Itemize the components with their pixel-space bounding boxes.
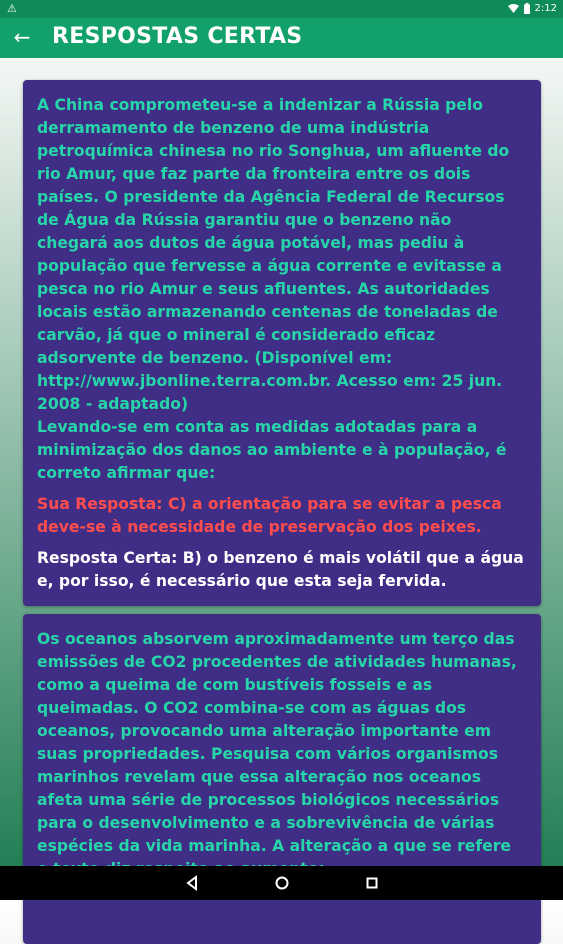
question-text: Os oceanos absorvem aproximadamente um terço das emissões de CO2 procedentes de atividades humanas, como a queima de com bustíveis fosseis e as queimadas. O CO2 combina-se com as águas dos oceanos, provocando uma alteração importante em suas propriedades. Pesquisa com vários organismos marinhos revelam que essa alteração nos oceanos afeta uma série de processos biológicos necessários para o desenvolvimento e a sobrevivência de várias espécies da vida marinha. A alteração a que se refere — [37, 630, 517, 855]
navigation-bar — [0, 866, 563, 900]
home-circle-icon[interactable] — [271, 872, 293, 894]
answer-card — [23, 80, 541, 606]
app-bar — [0, 18, 563, 58]
your-answer-text: Sua Resposta: C) a orientação para se evitar a pesca deve-se à necessidade de preservação dos peixes. — [37, 495, 502, 536]
arrow-left-icon[interactable]: ← — [13, 25, 31, 49]
recents-square-icon[interactable] — [361, 872, 383, 894]
page-title: RESPOSTAS CERTAS — [52, 24, 303, 49]
answers-list[interactable] — [0, 58, 563, 866]
wifi-icon — [508, 4, 519, 14]
back-triangle-icon[interactable] — [181, 872, 203, 894]
battery-icon — [524, 3, 530, 14]
warning-icon: ⚠ — [7, 2, 17, 15]
status-bar — [0, 0, 563, 18]
status-time: 2:12 — [534, 3, 557, 14]
status-icons — [508, 3, 557, 14]
question-text: A China comprometeu-se a indenizar a Rússia pelo derramamento de benzeno de uma indústria petroquímica chinesa no rio Songhua, um afluente do rio Amur, que faz parte da fronteira entre os dois países. O presidente da Agência Federal de Recursos de Água da Rússia garantiu que o benzeno não chegará aos dutos de água potável, mas pediu à população que fervesse a água corrente e evitasse a pesca no rio Amur e seus afluentes. As autoridades locais estão armazenando centenas de toneladas de carvão, já que o mineral é considerado eficaz adsorvente de benzeno. (Disponível em: http://www.jbonline.terra.com.br. Acesso em: 25 jun. 2008 - adaptado) Levando-se em conta as medidas adotadas para a minimização dos danos ao ambiente e à população, é correto afirmar que: — [37, 96, 510, 482]
correct-answer-text: Resposta Certa: B) o benzeno é mais volátil que a água e, por isso, é necessário que esta seja fervida. — [37, 549, 524, 590]
